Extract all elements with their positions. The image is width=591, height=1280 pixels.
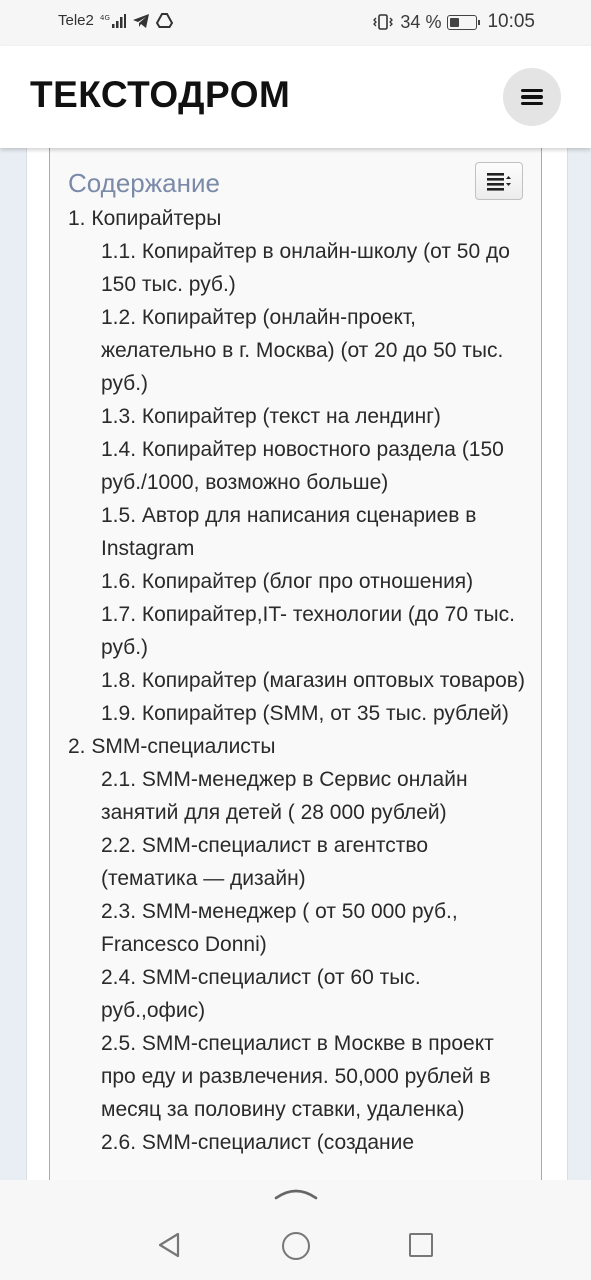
system-nav-bar bbox=[0, 1180, 591, 1280]
toc-sublist bbox=[68, 763, 527, 1159]
toc-item-link[interactable]: 1.4. Копирайтер новостного раздела (150 руб./1000, возможно больше) bbox=[101, 438, 504, 494]
toc-item bbox=[101, 598, 527, 664]
toc-item bbox=[101, 664, 527, 697]
list-toggle-icon bbox=[485, 171, 513, 191]
toc-item bbox=[101, 763, 527, 829]
toc-section bbox=[68, 202, 527, 730]
toc-item-link[interactable]: 1.3. Копирайтер (текст на лендинг) bbox=[101, 405, 441, 428]
battery-percent: 34 % bbox=[400, 11, 442, 32]
toc-item bbox=[101, 829, 527, 895]
toc-item bbox=[101, 961, 527, 1027]
menu-button[interactable] bbox=[503, 68, 561, 126]
signal-icon bbox=[100, 13, 126, 29]
status-right bbox=[372, 11, 535, 33]
back-icon[interactable] bbox=[157, 1232, 181, 1258]
toc-item-link[interactable]: 2.5. SMM-специалист в Москве в проект про еду и развлечения. 50,000 рублей в месяц за половину ставки, удаленка) bbox=[101, 1032, 494, 1121]
toc-item bbox=[101, 301, 527, 400]
toc-item bbox=[101, 499, 527, 565]
toc-item-link[interactable]: 1.9. Копирайтер (SMM, от 35 тыс. рублей) bbox=[101, 702, 509, 725]
toc-item-link[interactable]: 1.6. Копирайтер (блог про отношения) bbox=[101, 570, 474, 593]
google-drive-icon bbox=[156, 13, 173, 28]
toc-item bbox=[101, 433, 527, 499]
toc-title: Содержание bbox=[68, 168, 220, 198]
toc-item-link[interactable]: 2.6. SMM-специалист (создание bbox=[101, 1131, 415, 1154]
clock: 10:05 bbox=[487, 11, 535, 32]
recent-apps-icon[interactable] bbox=[409, 1233, 433, 1257]
home-icon[interactable] bbox=[282, 1232, 310, 1260]
toc-item bbox=[101, 895, 527, 961]
toc-section-link[interactable]: 1. Копирайтеры bbox=[68, 207, 222, 230]
site-logo[interactable]: ТЕКСТОДРОМ bbox=[30, 74, 291, 115]
toc-item-link[interactable]: 1.7. Копирайтер,IT- технологии (до 70 тыс. руб.) bbox=[101, 603, 515, 659]
toc-item-link[interactable]: 1.8. Копирайтер (магазин оптовых товаров) bbox=[101, 669, 525, 692]
toc-item bbox=[101, 1126, 527, 1159]
toc-item-link[interactable]: 2.1. SMM-менеджер в Сервис онлайн занятий для детей ( 28 000 рублей) bbox=[101, 768, 468, 824]
toc-item bbox=[101, 697, 527, 730]
toc-item bbox=[101, 1027, 527, 1126]
network-type: 4G bbox=[99, 13, 110, 22]
toc-item-link[interactable]: 2.3. SMM-менеджер ( от 50 000 руб., Francesco Donni) bbox=[101, 900, 458, 956]
toc-item bbox=[101, 565, 527, 598]
toc-item-link[interactable]: 2.2. SMM-специалист в агентство (тематика — дизайн) bbox=[101, 834, 429, 890]
status-bar bbox=[0, 0, 591, 46]
vibrate-icon bbox=[372, 14, 394, 30]
toc-item-link[interactable]: 1.5. Автор для написания сценариев в Instagram bbox=[101, 504, 477, 560]
carrier-name: Tele2 bbox=[58, 12, 94, 29]
site-header bbox=[0, 46, 591, 148]
chevron-up-icon[interactable] bbox=[274, 1186, 318, 1200]
toc-section-link[interactable]: 2. SMM-специалисты bbox=[68, 735, 276, 758]
status-left bbox=[58, 12, 173, 29]
toc-sublist bbox=[68, 235, 527, 730]
toc-item-link[interactable]: 1.1. Копирайтер в онлайн-школу (от 50 до 150 тыс. руб.) bbox=[101, 240, 510, 296]
hamburger-icon bbox=[521, 89, 543, 106]
battery-icon bbox=[447, 15, 477, 30]
toc-list bbox=[68, 202, 527, 1159]
toc-item-link[interactable]: 1.2. Копирайтер (онлайн-проект, желательно в г. Москва) (от 20 до 50 тыс. руб.) bbox=[101, 306, 504, 395]
toc-toggle-button[interactable] bbox=[475, 162, 523, 200]
toc-section bbox=[68, 730, 527, 1159]
toc-item-link[interactable]: 2.4. SMM-специалист (от 60 тыс. руб.,офис) bbox=[101, 966, 421, 1022]
toc-item bbox=[101, 400, 527, 433]
telegram-icon bbox=[132, 13, 150, 29]
toc-item bbox=[101, 235, 527, 301]
table-of-contents bbox=[49, 148, 542, 1181]
